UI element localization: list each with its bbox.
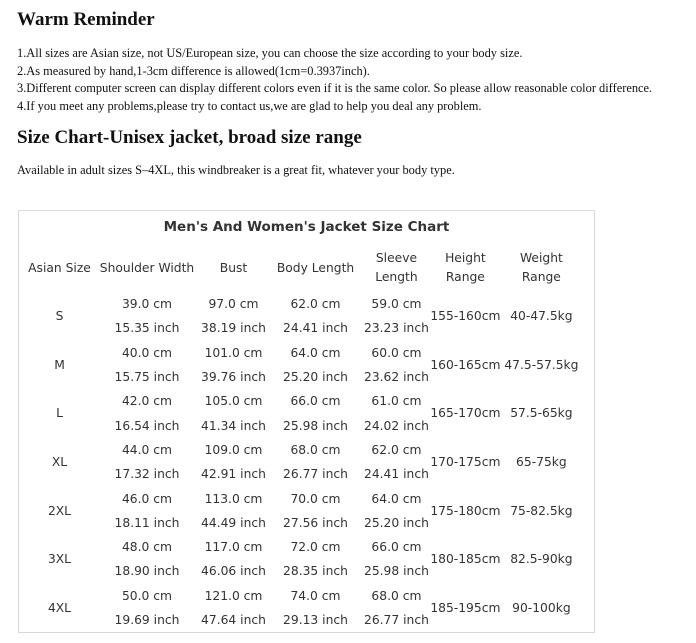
- size-cell: S: [55, 309, 64, 324]
- bust-cm-cell: 105.0 cm: [204, 394, 263, 409]
- sleeve-cm-cell: 66.0 cm: [371, 540, 422, 555]
- shoulder-cm-cell: 39.0 cm: [121, 297, 173, 312]
- reminder-note: 3.Different computer screen can display different colors even if it is the same color. So please allow reasonable color difference.: [17, 81, 653, 96]
- weight-range-cell: 57.5-65kg: [510, 406, 573, 421]
- sleeve-inch-cell: 23.62 inch: [364, 370, 429, 385]
- body-length-inch-cell: 25.98 inch: [283, 418, 348, 433]
- shoulder-cm-cell: 46.0 cm: [121, 491, 173, 506]
- sleeve-cm-cell: 59.0 cm: [371, 297, 422, 312]
- reminder-note: 4.If you meet any problems,please try to contact us,we are glad to help you deal any problem.: [17, 99, 482, 114]
- body-length-cm-cell: 74.0 cm: [290, 588, 341, 603]
- header-sleeve-line2: Length: [375, 270, 418, 284]
- header-sleeve-line1: Sleeve: [375, 251, 418, 265]
- body-length-cm-cell: 70.0 cm: [290, 491, 341, 506]
- sleeve-cm-cell: 64.0 cm: [371, 491, 422, 506]
- sleeve-cm-cell: 62.0 cm: [371, 442, 422, 457]
- bust-cm-cell: 117.0 cm: [204, 540, 263, 555]
- header-body-length: Body Length: [276, 260, 355, 275]
- shoulder-inch-cell: 16.54 inch: [114, 418, 180, 433]
- body-length-cm-cell: 62.0 cm: [290, 297, 341, 312]
- shoulder-cm-cell: 44.0 cm: [121, 442, 173, 457]
- reminder-title: Warm Reminder: [17, 9, 155, 30]
- sleeve-cm-cell: 68.0 cm: [371, 588, 422, 603]
- bust-cm-cell: 121.0 cm: [204, 588, 263, 603]
- height-range-cell: 180-185cm: [430, 552, 501, 567]
- table-row: [25, 584, 581, 608]
- header-height-line1: Height: [445, 251, 486, 265]
- bust-inch-cell: 41.34 inch: [201, 418, 266, 433]
- height-range-cell: 185-195cm: [430, 600, 501, 615]
- size-cell: 2XL: [47, 503, 72, 518]
- shoulder-inch-cell: 15.35 inch: [114, 321, 180, 336]
- table-header-row: [25, 244, 581, 292]
- shoulder-cm-cell: 48.0 cm: [121, 540, 173, 555]
- bust-inch-cell: 47.64 inch: [201, 613, 266, 627]
- bust-cm-cell: 97.0 cm: [208, 297, 259, 312]
- header-shoulder-width: Shoulder Width: [99, 260, 195, 275]
- body-length-cm-cell: 72.0 cm: [290, 540, 341, 555]
- size-cell: 3XL: [47, 552, 72, 567]
- body-length-inch-cell: 27.56 inch: [283, 515, 348, 530]
- body-length-cm-cell: 68.0 cm: [290, 442, 341, 457]
- body-length-inch-cell: 29.13 inch: [283, 613, 348, 627]
- weight-range-cell: 82.5-90kg: [510, 552, 573, 567]
- bust-cm-cell: 109.0 cm: [204, 442, 263, 457]
- header-asian-size: Asian Size: [28, 260, 91, 275]
- shoulder-cm-cell: 50.0 cm: [121, 588, 173, 603]
- reminder-notes: [17, 45, 652, 116]
- bust-inch-cell: 39.76 inch: [201, 370, 266, 385]
- header-weight-range: [502, 244, 581, 292]
- size-cell: L: [56, 406, 63, 421]
- size-chart-table: [25, 244, 581, 632]
- reminder-note: 1.All sizes are Asian size, not US/European size, you can choose the size according to your body size.: [17, 46, 523, 60]
- size-cell: M: [54, 357, 65, 372]
- height-range-cell: 170-175cm: [430, 455, 501, 470]
- bust-inch-cell: 42.91 inch: [201, 467, 266, 482]
- sleeve-inch-cell: 24.02 inch: [364, 418, 429, 433]
- table-row: [25, 486, 581, 510]
- bust-inch-cell: 46.06 inch: [201, 564, 266, 579]
- table-row: [25, 389, 581, 413]
- height-range-cell: 175-180cm: [430, 503, 501, 518]
- shoulder-inch-cell: 18.11 inch: [114, 515, 180, 530]
- bust-cm-cell: 101.0 cm: [204, 345, 263, 360]
- table-row: [25, 438, 581, 462]
- body-length-inch-cell: 26.77 inch: [283, 467, 348, 482]
- body-length-inch-cell: 28.35 inch: [283, 564, 348, 579]
- availability-text: Available in adult sizes S–4XL, this windbreaker is a great fit, whatever your body type.: [17, 163, 455, 177]
- body-length-cm-cell: 66.0 cm: [290, 394, 341, 409]
- size-chart-title: Men's And Women's Jacket Size Chart: [163, 219, 450, 235]
- header-weight-line1: Weight: [519, 251, 563, 265]
- shoulder-cm-cell: 40.0 cm: [121, 345, 173, 360]
- header-weight-line2: Range: [521, 270, 561, 284]
- shoulder-inch-cell: 15.75 inch: [114, 370, 180, 385]
- size-cell: XL: [51, 455, 68, 470]
- sleeve-cm-cell: 61.0 cm: [371, 394, 422, 409]
- sleeve-cm-cell: 60.0 cm: [371, 345, 422, 360]
- header-sleeve-length: [364, 244, 429, 292]
- bust-inch-cell: 44.49 inch: [201, 515, 266, 530]
- header-height-line2: Range: [445, 270, 485, 284]
- shoulder-cm-cell: 42.0 cm: [121, 394, 173, 409]
- table-row: [25, 341, 581, 365]
- sleeve-inch-cell: 26.77 inch: [364, 613, 429, 627]
- body-length-inch-cell: 25.20 inch: [283, 370, 348, 385]
- table-row: [25, 535, 581, 559]
- sleeve-inch-cell: 25.20 inch: [364, 515, 429, 530]
- sleeve-inch-cell: 23.23 inch: [364, 321, 429, 336]
- weight-range-cell: 47.5-57.5kg: [504, 357, 579, 372]
- size-chart-panel: [18, 210, 595, 633]
- weight-range-cell: 75-82.5kg: [510, 503, 573, 518]
- weight-range-cell: 40-47.5kg: [510, 309, 573, 324]
- height-range-cell: 165-170cm: [430, 406, 501, 421]
- shoulder-inch-cell: 18.90 inch: [114, 564, 180, 579]
- body-length-inch-cell: 24.41 inch: [283, 321, 348, 336]
- sleeve-inch-cell: 25.98 inch: [364, 564, 429, 579]
- body-length-cm-cell: 64.0 cm: [290, 345, 341, 360]
- bust-inch-cell: 38.19 inch: [201, 321, 266, 336]
- header-bust: Bust: [219, 260, 248, 275]
- shoulder-inch-cell: 19.69 inch: [114, 613, 180, 627]
- height-range-cell: 155-160cm: [430, 309, 501, 324]
- reminder-note: 2.As measured by hand,1-3cm difference is allowed(1cm=0.3937inch).: [17, 63, 370, 78]
- size-chart-heading: Size Chart-Unisex jacket, broad size range: [17, 127, 362, 148]
- weight-range-cell: 90-100kg: [512, 600, 571, 615]
- sleeve-inch-cell: 24.41 inch: [364, 467, 429, 482]
- size-chart-body: [25, 292, 581, 632]
- shoulder-inch-cell: 17.32 inch: [114, 467, 180, 482]
- weight-range-cell: 65-75kg: [516, 455, 567, 470]
- header-height-range: [429, 244, 502, 292]
- size-cell: 4XL: [47, 600, 72, 615]
- bust-cm-cell: 113.0 cm: [204, 491, 263, 506]
- table-row: [25, 292, 581, 316]
- height-range-cell: 160-165cm: [430, 357, 501, 372]
